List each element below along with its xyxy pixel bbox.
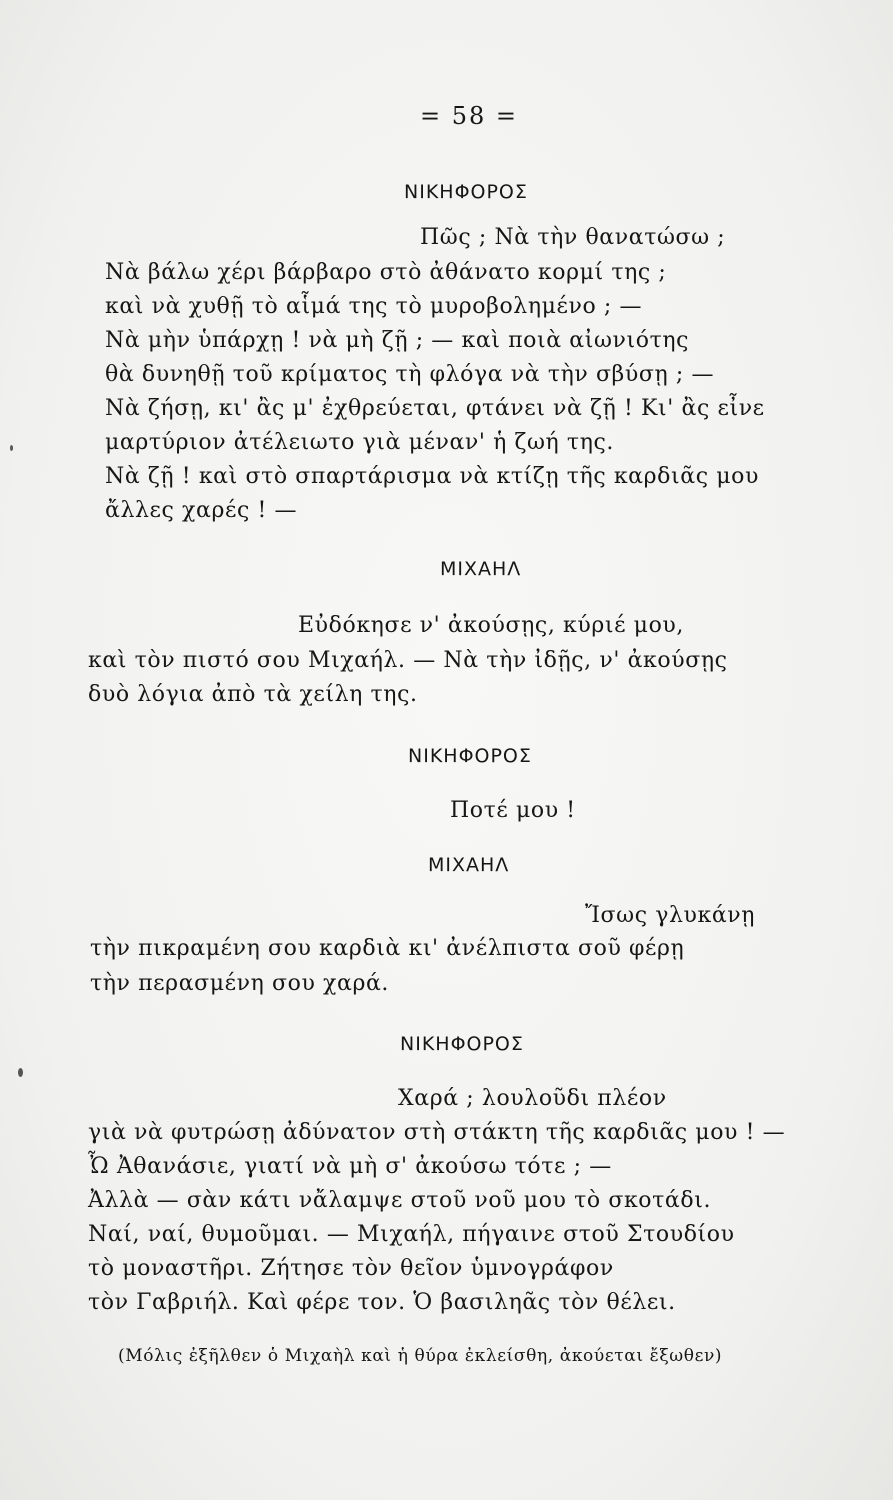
verse-line: τὸν Γαβριήλ. Καὶ φέρε τον. Ὁ βασιληᾶς τὸν θέλει. bbox=[88, 1290, 676, 1315]
speaker-name: ΜΙΧΑΗΛ bbox=[440, 558, 522, 580]
verse-line: τὸ μοναστῆρι. Ζήτησε τὸν θεῖον ὑμνογράφον bbox=[88, 1256, 614, 1281]
verse-line: δυὸ λόγια ἀπὸ τὰ χείλη της. bbox=[88, 682, 418, 707]
verse-line: Ὦ Ἀθανάσιε, γιατί νὰ μὴ σ' ἀκούσω τότε ; — bbox=[88, 1154, 612, 1179]
verse-line: Ἴσως γλυκάνῃ bbox=[585, 903, 756, 928]
verse-line: Χαρά ; λουλοῦδι πλέον bbox=[398, 1086, 667, 1111]
speaker-name: ΝΙΚΗΦΟΡΟΣ bbox=[400, 1033, 524, 1055]
verse-line: μαρτύριον ἀτέλειωτο γιὰ μέναν' ἡ ζωή της. bbox=[105, 430, 614, 455]
speaker-name: ΜΙΧΑΗΛ bbox=[428, 854, 510, 876]
page-number: = 58 = bbox=[420, 102, 519, 130]
verse-line: Νὰ μὴν ὑπάρχῃ ! νὰ μὴ ζῇ ; — καὶ ποιὰ αἰωνιότης bbox=[105, 328, 690, 353]
verse-line: Ποτέ μου ! bbox=[450, 798, 576, 823]
scan-speck bbox=[10, 445, 13, 451]
scan-speck bbox=[18, 1068, 23, 1077]
verse-line: καὶ νὰ χυθῇ τὸ αἷμά της τὸ μυροβολημένο ; — bbox=[105, 294, 643, 319]
verse-line: Νὰ ζήσῃ, κι' ἂς μ' ἐχθρεύεται, φτάνει νὰ ζῇ ! Κι' ἂς εἶνε bbox=[105, 396, 765, 421]
verse-line: καὶ τὸν πιστό σου Μιχαήλ. — Νὰ τὴν ἰδῇς, ν' ἀκούσῃς bbox=[88, 648, 728, 673]
verse-line: Ναί, ναί, θυμοῦμαι. — Μιχαήλ, πήγαινε στοῦ Στουδίου bbox=[88, 1222, 735, 1247]
speaker-name: ΝΙΚΗΦΟΡΟΣ bbox=[404, 181, 528, 203]
verse-line: Νὰ βάλω χέρι βάρβαρο στὸ ἀθάνατο κορμί της ; bbox=[105, 260, 667, 285]
verse-line: Ἀλλὰ — σὰν κάτι νἄλαμψε στοῦ νοῦ μου τὸ σκοτάδι. bbox=[88, 1188, 712, 1213]
verse-line: Πῶς ; Νὰ τὴν θανατώσω ; bbox=[420, 225, 726, 250]
verse-line: τὴν πικραμένη σου καρδιὰ κι' ἀνέλπιστα σοῦ φέρῃ bbox=[90, 936, 685, 961]
verse-line: τὴν περασμένη σου χαρά. bbox=[90, 971, 390, 996]
verse-line: ἄλλες χαρές ! — bbox=[105, 498, 298, 523]
verse-line: γιὰ νὰ φυτρώσῃ ἀδύνατον στὴ στάκτη τῆς καρδιᾶς μου ! — bbox=[88, 1120, 786, 1145]
stage-direction: (Μόλις ἐξῆλθεν ὁ Μιχαὴλ καὶ ἡ θύρα ἐκλείσθη, ἀκούεται ἔξωθεν) bbox=[118, 1346, 723, 1366]
verse-line: Εὐδόκησε ν' ἀκούσῃς, κύριέ μου, bbox=[298, 613, 684, 638]
verse-line: θὰ δυνηθῇ τοῦ κρίματος τὴ φλόγα νὰ τὴν σβύσῃ ; — bbox=[105, 362, 715, 387]
verse-line: Νὰ ζῇ ! καὶ στὸ σπαρτάρισμα νὰ κτίζῃ τῆς καρδιᾶς μου bbox=[105, 464, 759, 489]
speaker-name: ΝΙΚΗΦΟΡΟΣ bbox=[408, 745, 532, 767]
